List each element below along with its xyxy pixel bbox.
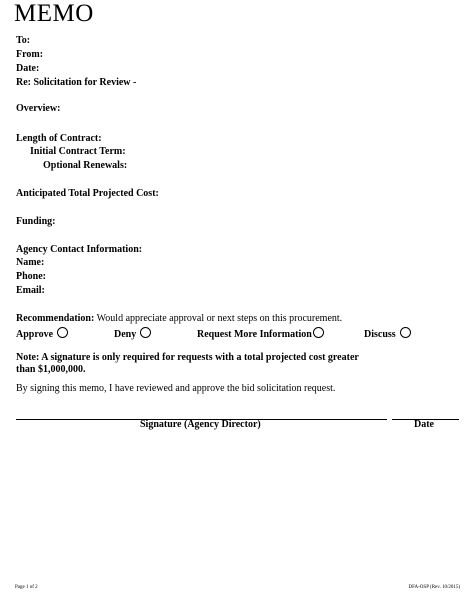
recommendation-line [16,313,342,324]
length-of-contract-label: Length of Contract: [16,133,102,144]
recommendation-text: Would appreciate approval or next steps on this procurement. [94,313,343,324]
note-line-2: than $1,000,000. [16,364,86,375]
date-label: Date: [16,63,40,74]
deny-label: Deny [114,329,137,340]
overview-label: Overview: [16,103,61,114]
note-line-1: Note: A signature is only required for requests with a total projected cost greater [16,352,359,363]
signing-statement: By signing this memo, I have reviewed and approve the bid solicitation request. [16,383,336,394]
deny-option[interactable] [114,327,151,340]
optional-renewals-label: Optional Renewals: [43,160,128,171]
discuss-label: Discuss [364,329,396,340]
discuss-radio[interactable] [400,327,411,338]
request-info-option[interactable] [197,327,324,340]
date-signature-label: Date [414,419,434,430]
agency-contact-label: Agency Contact Information: [16,244,143,255]
re-label: Re: Solicitation for Review - [16,77,137,88]
projected-cost-label: Anticipated Total Projected Cost: [16,188,159,199]
recommendation-label: Recommendation: [16,313,95,324]
deny-radio[interactable] [140,327,151,338]
initial-contract-term-label: Initial Contract Term: [30,146,126,157]
request-info-label: Request More Information [197,329,312,340]
approve-radio[interactable] [57,327,68,338]
contact-email-label: Email: [16,285,45,296]
funding-label: Funding: [16,216,56,227]
contact-phone-label: Phone: [16,271,46,282]
contact-name-label: Name: [16,257,45,268]
signature-label: Signature (Agency Director) [140,419,261,430]
memo-title: MEMO [14,0,94,27]
footer-form-id: DFA-OSP (Rev. 10/2015) [408,585,460,590]
request-info-radio[interactable] [313,327,324,338]
to-label: To: [16,35,31,46]
footer-page-number: Page 1 of 2 [15,585,38,590]
discuss-option[interactable] [364,327,411,340]
approve-label: Approve [16,329,54,340]
from-label: From: [16,49,44,60]
approve-option[interactable] [16,327,68,340]
